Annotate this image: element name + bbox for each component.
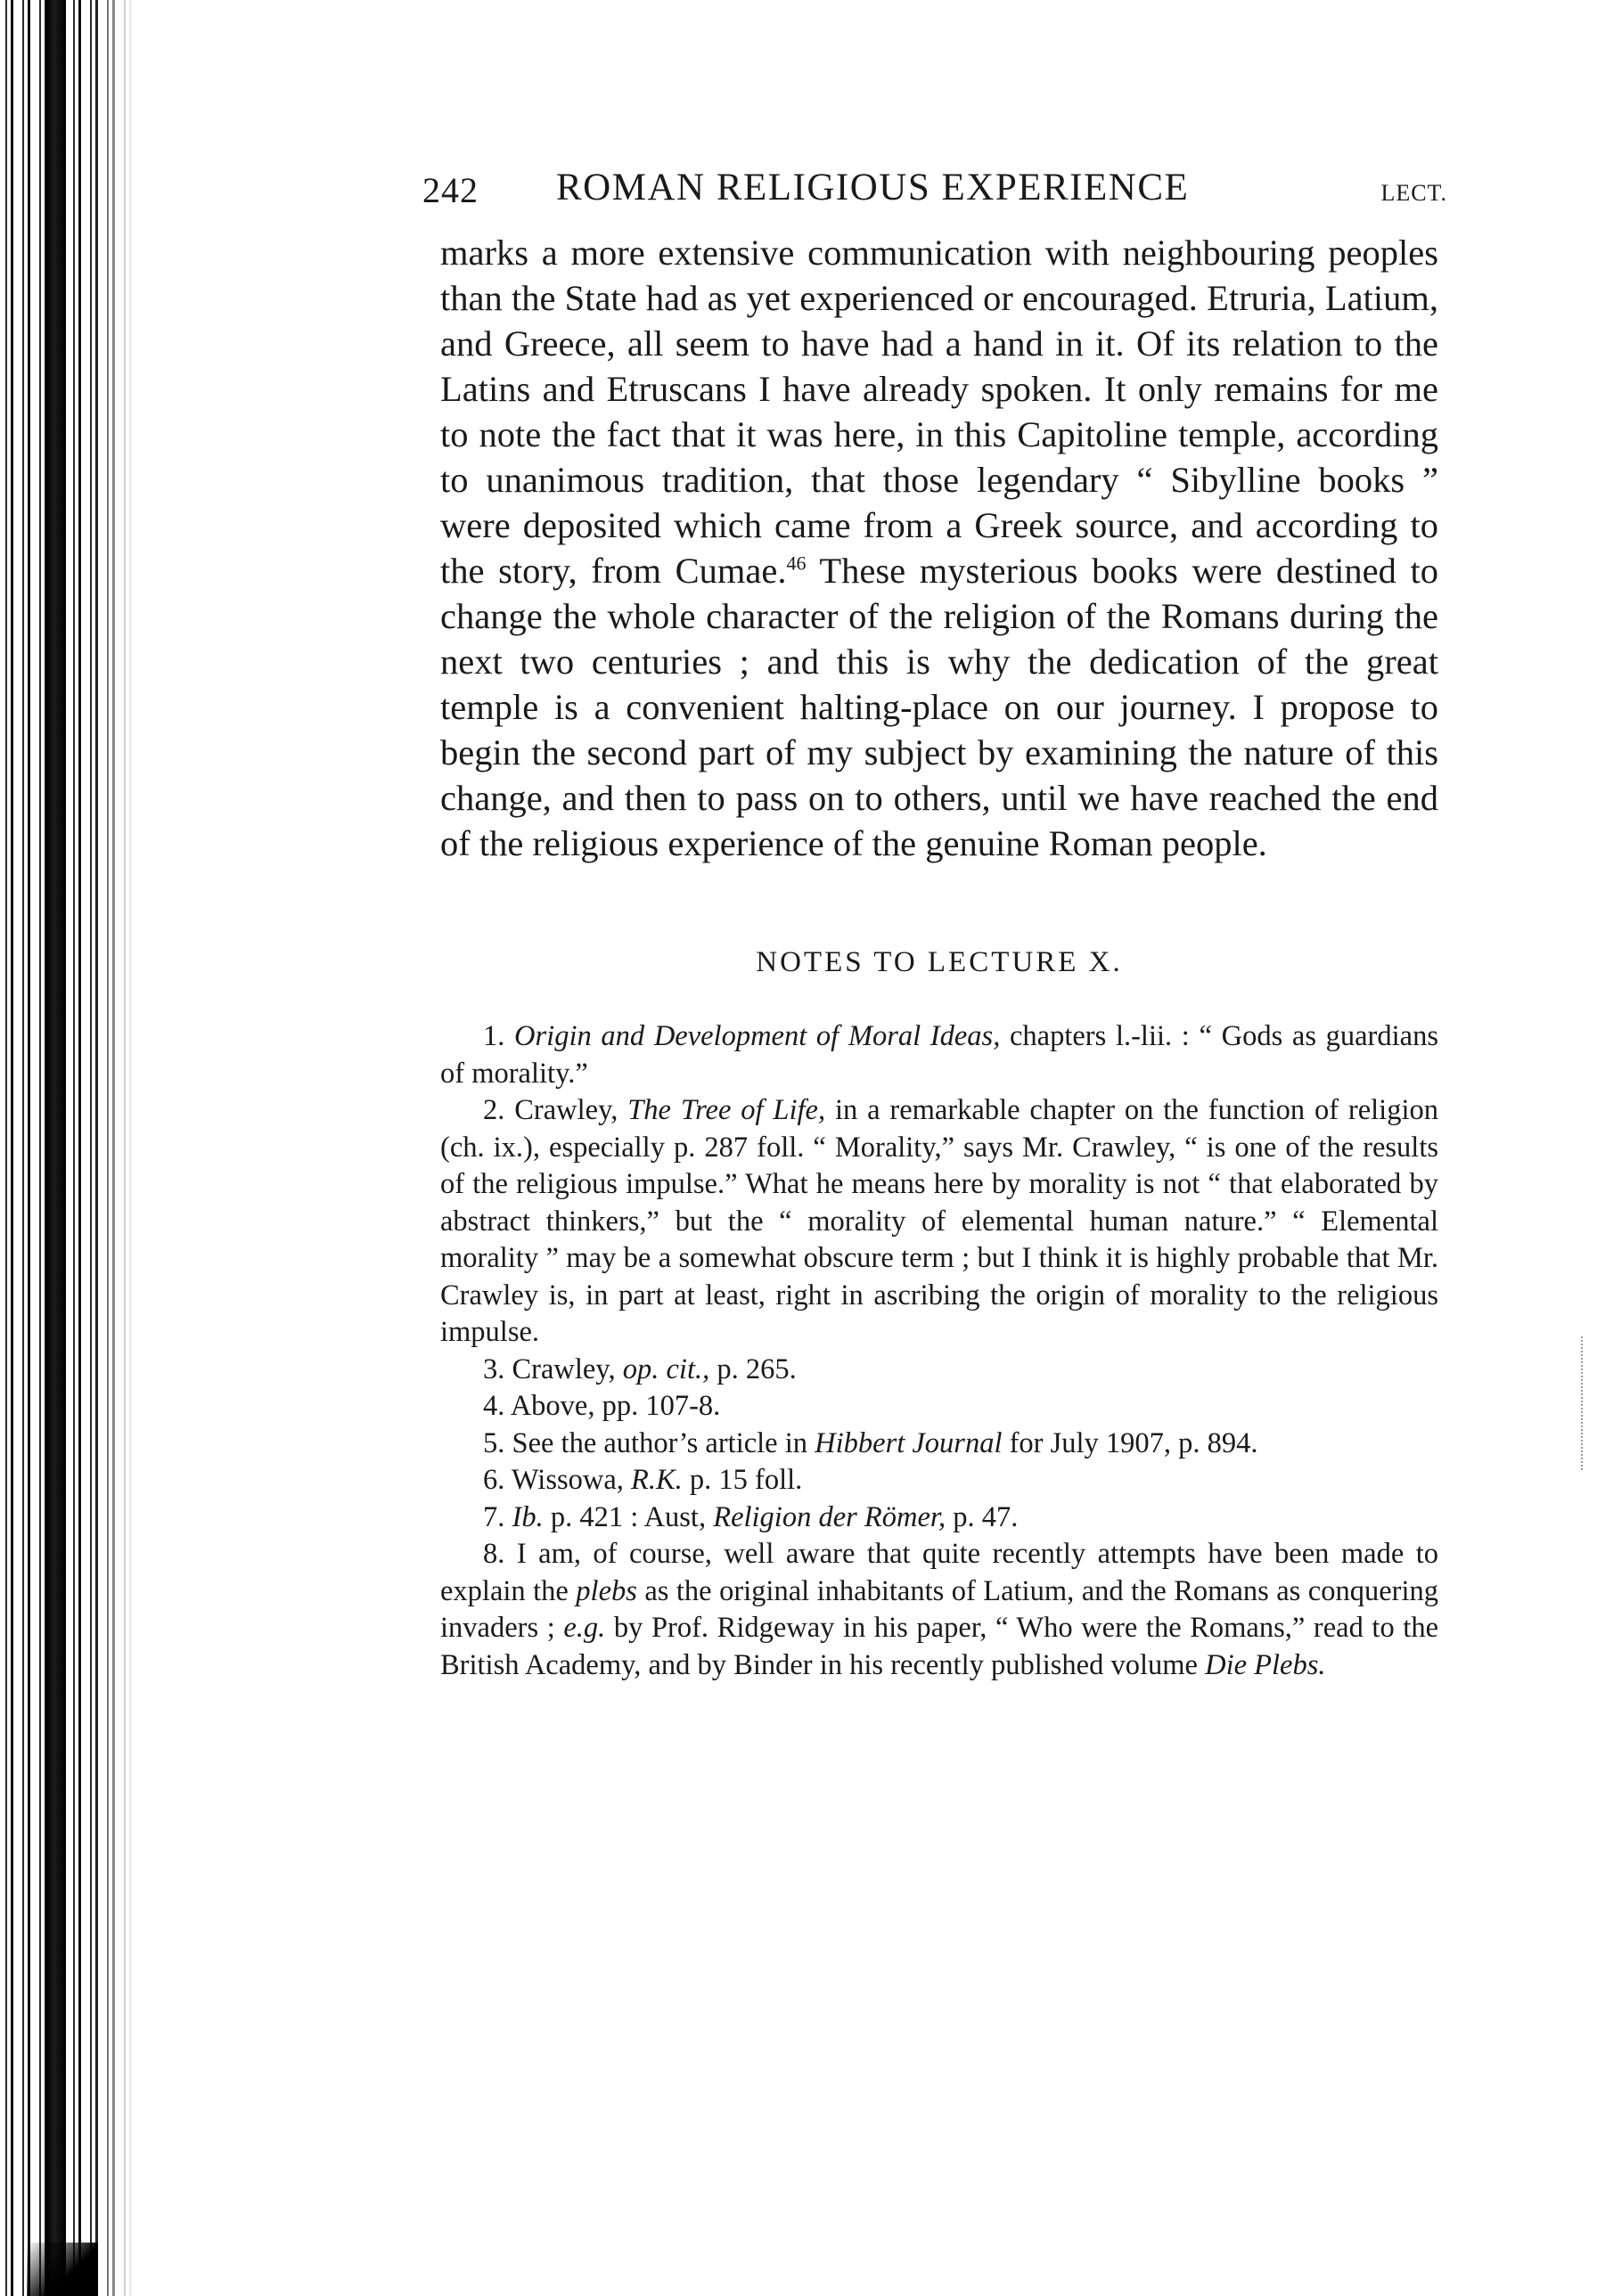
note-title: op. cit., xyxy=(622,1352,710,1385)
running-head xyxy=(422,160,1447,223)
book-spine-foot xyxy=(27,2243,98,2296)
note-item xyxy=(440,1018,1438,1092)
notes-list xyxy=(440,1018,1438,1684)
note-text: p. 265. xyxy=(709,1352,797,1385)
note-title: Ib. xyxy=(512,1500,544,1533)
section-label: LECT. xyxy=(1380,180,1447,206)
note-text: for July 1907, p. 894. xyxy=(1002,1426,1258,1459)
note-title: Hibbert Journal xyxy=(815,1426,1003,1459)
note-item xyxy=(440,1388,1438,1426)
note-number: 6. xyxy=(483,1464,505,1496)
note-text: Wissowa, xyxy=(504,1464,632,1496)
note-text: chapters l.-lii. : “ Gods as guardians of morality.” xyxy=(440,1020,1438,1090)
note-title: R.K. xyxy=(631,1464,683,1496)
note-text: in a remarkable chapter on the function of religion (ch. ix.), especially p. 287 foll. “ Morality,” says Mr. Crawley, “ is one of the results of the religious impulse.” What he means here by morality is not “ that elaborated by abstract thinkers,” but the “ morality of elemental human nature.” “ Elemental morality ” may be a somewhat obscure term ; but I think it is highly probable that Mr. Crawley is, in part at least, right in ascribing the origin of morality to the religious impulse. xyxy=(440,1094,1438,1348)
note-text: Crawley, xyxy=(504,1352,623,1385)
note-text: I am, of course, well aware that quite recently attempts have been made to explain the xyxy=(440,1538,1438,1607)
book-spine-shadow xyxy=(46,0,66,2296)
footnote-ref: 46 xyxy=(786,552,807,575)
note-number: 5. xyxy=(483,1426,505,1459)
note-title: The Tree of Life, xyxy=(627,1094,826,1126)
note-item xyxy=(440,1462,1438,1499)
note-title: Die Plebs. xyxy=(1205,1648,1326,1681)
note-item xyxy=(440,1092,1438,1352)
running-title: ROMAN RELIGIOUS EXPERIENCE xyxy=(556,167,1190,208)
note-text: by Prof. Ridgeway in his paper, “ Who were the Romans,” read to the British Academy, and by Binder in his recently published volume xyxy=(440,1612,1438,1681)
note-number: 8. xyxy=(483,1538,505,1570)
paragraph xyxy=(440,230,1438,866)
note-number: 1. xyxy=(483,1020,505,1052)
note-number: 2. xyxy=(483,1094,505,1126)
notes-heading: NOTES TO LECTURE X. xyxy=(756,946,1123,978)
note-text: See the author’s article in xyxy=(504,1426,815,1459)
note-item xyxy=(440,1499,1438,1537)
note-text: Above, pp. 107-8. xyxy=(504,1390,721,1422)
note-item xyxy=(440,1426,1438,1463)
note-text: Crawley, xyxy=(504,1094,628,1126)
note-title: Origin and Development of Moral Ideas, xyxy=(514,1020,1001,1052)
note-text: p. 47. xyxy=(946,1500,1019,1533)
note-title: e.g. xyxy=(563,1612,606,1644)
note-number: 3. xyxy=(483,1352,505,1385)
note-text: p. 15 foll. xyxy=(682,1464,803,1496)
note-title: Religion der Römer, xyxy=(713,1500,946,1533)
note-number: 7. xyxy=(483,1500,505,1533)
note-item xyxy=(440,1536,1438,1684)
note-text: as the original inhabitants of Latium, and the Romans as conquering invaders ; xyxy=(440,1574,1438,1644)
paragraph-text-before-ref: marks a more extensive communication with neighbouring peoples than the State had as yet experienced or encouraged. Etruria, Latium, and Greece, all seem to have had a hand in it. Of its relation to the Latins and Etruscans I have already spoken. It only remains for me to note the fact that it was here, in this Capitoline temple, according to unanimous tradition, that those legendary “ Sibylline books ” were deposited which came from a Greek source, and according to the story, from Cumae. xyxy=(440,233,1438,591)
book-spine-gutter xyxy=(0,0,134,2296)
page-edge-marks xyxy=(1581,1336,1585,1470)
note-number: 4. xyxy=(483,1390,505,1422)
note-text: p. 421 : Aust, xyxy=(543,1500,714,1533)
note-item xyxy=(440,1352,1438,1389)
book-page xyxy=(422,160,1447,1684)
page-number: 242 xyxy=(422,170,479,210)
paragraph-text-after-ref: These mysterious books were destined to change the whole character of the religion of the Romans during the next two centuries ; and this is why the dedication of the great temple is a convenient halting-place on our journey. I propose to begin the second part of my subject by examining the nature of this change, and then to pass on to others, until we have reached the end of the religious experience of the genuine Roman people. xyxy=(440,551,1438,863)
body-paragraph xyxy=(440,230,1438,866)
note-title: plebs xyxy=(576,1574,637,1607)
